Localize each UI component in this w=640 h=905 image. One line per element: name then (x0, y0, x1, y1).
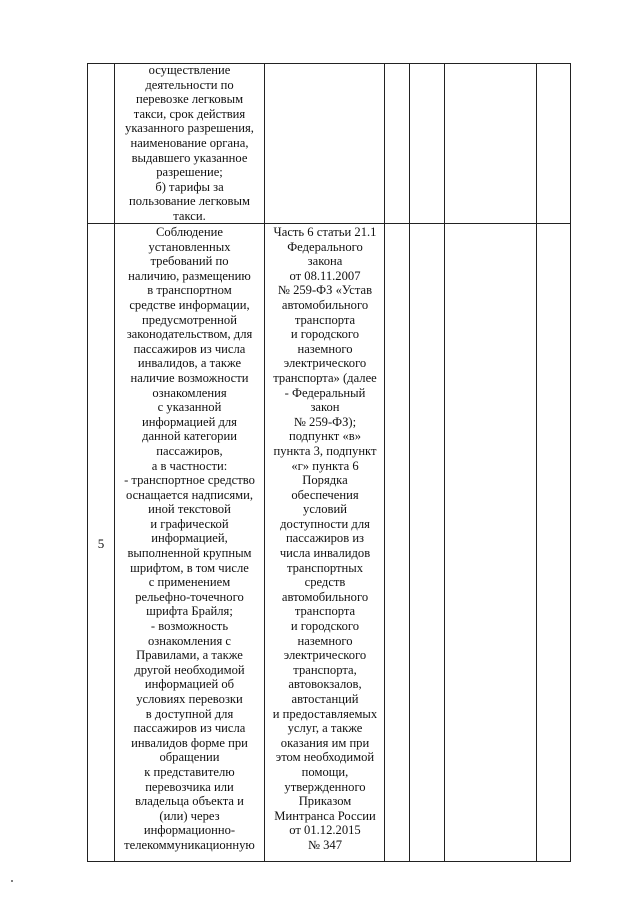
row-number: 5 (97, 536, 105, 551)
column-border (536, 63, 537, 862)
requirement-cell: Соблюдение установленных требований по наличию, размещению в транспортном средстве информации, предусмотренной законодательством, для пассажиров из числа инвалидов, а также наличие возможности ознакомления с указанной информацией для данной категории пассажиров, а в частности: - транспортное средство оснащается надписями, иной текстовой и графической информацией, выполненной крупным шрифтом, в том числе с применением рельефно-точечного шрифта Брайля; - возможность ознакомления с Правилами, а также другой необходимой информацией об условиях перевозки в доступной для пассажиров из числа инвалидов форме при обращении к представителю перевозчика или владельца объекта и (или) через информационно- телекоммуникационную (124, 225, 255, 852)
table-bottom-border (87, 861, 571, 862)
column-border (384, 63, 385, 862)
column-border (87, 63, 88, 862)
requirement-cell-continued: осуществление деятельности по перевозке легковым такси, срок действия указанного разрешения, наименование органа, выдавшего указанное разрешение; б) тарифы за пользование легковым такси. (125, 63, 254, 223)
requirements-table (87, 63, 571, 862)
scan-speck (11, 880, 13, 882)
column-border (570, 63, 571, 862)
column-border (114, 63, 115, 862)
column-border (409, 63, 410, 862)
column-border (444, 63, 445, 862)
legal-reference-cell: Часть 6 статьи 21.1 Федерального закона от 08.11.2007 № 259-ФЗ «Устав автомобильного транспорта и городского наземного электрического транспорта» (далее - Федеральный закон № 259-ФЗ); подпункт «в» пункта 3, подпункт «г» пункта 6 Порядка обеспечения условий доступности для пассажиров из числа инвалидов транспортных средств автомобильного транспорта и городского наземного электрического транспорта, автовокзалов, автостанций и предоставляемых услуг, а также оказания им при этом необходимой помощи, утвержденного Приказом Минтранса России от 01.12.2015 № 347 (272, 225, 378, 852)
column-border (264, 63, 265, 862)
